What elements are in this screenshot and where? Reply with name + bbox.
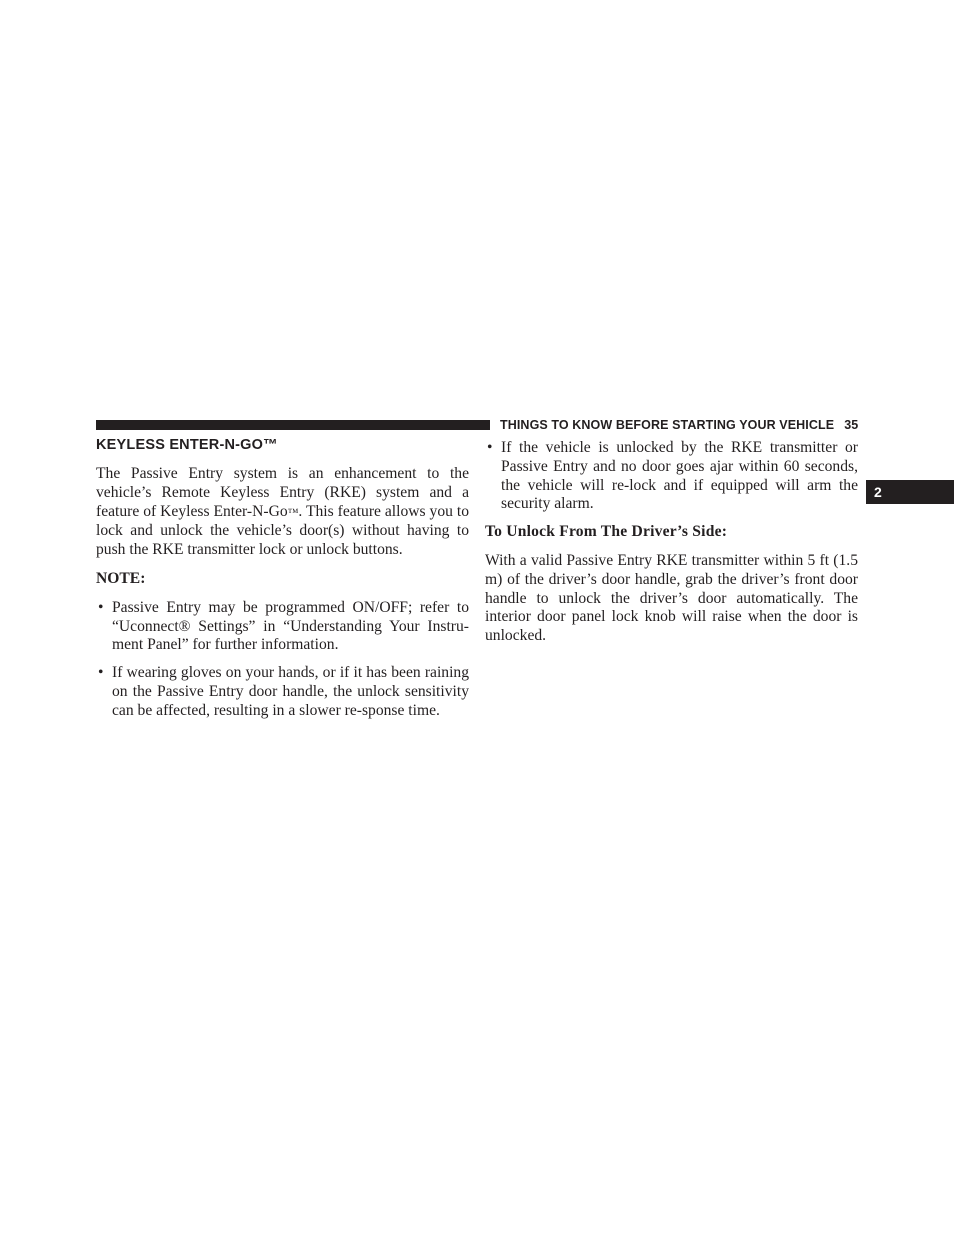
left-column: [96, 436, 469, 730]
bullet: •: [98, 664, 104, 682]
subheading: To Unlock From The Driver’s Side:: [485, 523, 728, 541]
trademark-symbol: ™: [287, 506, 299, 519]
intro-paragraph: The Passive Entry system is an enhancement to the vehicle’s Remote Keyless Entry (RKE) system and a feature of Keyless Enter-N-Go™. This feature allows you to lock and unlock the vehicle’s door(s) without having to push the RKE transmitter lock or unlock buttons.: [96, 465, 469, 559]
note-bullet-list: [96, 599, 469, 721]
section-title: THINGS TO KNOW BEFORE STARTING YOUR VEHICLE: [500, 418, 835, 432]
list-item: • If the vehicle is unlocked by the RKE transmitter or Passive Entry and no door goes ajar within 60 seconds, the vehicle will re-lock and if equipped will arm the security alarm.: [487, 439, 858, 513]
right-column: [485, 439, 858, 646]
right-bullet-list: [485, 439, 858, 514]
note-label: NOTE:: [96, 569, 146, 587]
list-item: • If wearing gloves on your hands, or if it has been raining on the Passive Entry door handle, the unlock sensitivity can be affected, resulting in a slower re-sponse time.: [98, 664, 469, 719]
running-header: [500, 417, 858, 433]
section-heading: KEYLESS ENTER-N-GO™: [96, 437, 278, 453]
list-item: • Passive Entry may be programmed ON/OFF; refer to “Uconnect® Settings” in “Understanding Your Instru-ment Panel” for further information.: [98, 598, 469, 654]
page-number: 35: [844, 418, 859, 432]
bullet: •: [487, 439, 493, 456]
chapter-tab: 2: [866, 480, 954, 504]
unlock-paragraph: With a valid Passive Entry RKE transmitter within 5 ft (1.5 m) of the driver’s door handle, grab the driver’s front door handle to unlock the driver’s door automatically. The interior door panel lock knob will raise when the door is unlocked.: [485, 551, 858, 645]
header-rule: [96, 420, 490, 430]
bullet: •: [98, 598, 104, 616]
